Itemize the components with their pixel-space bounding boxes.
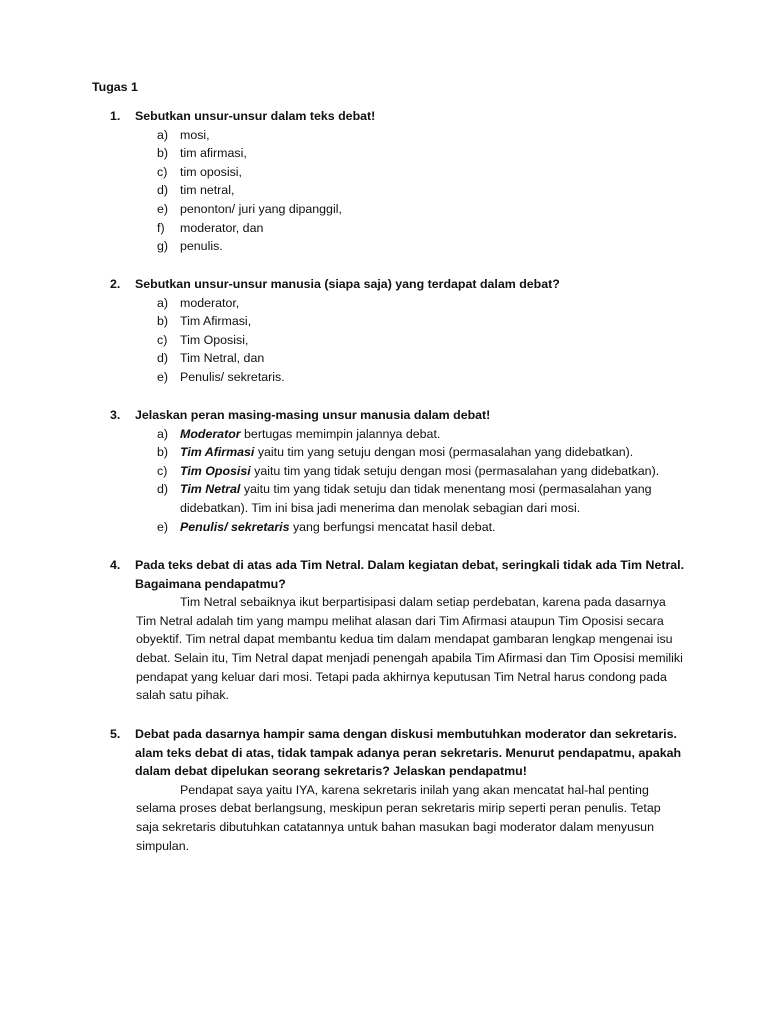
list-item: e) penonton/ juri yang dipanggil,	[157, 201, 342, 216]
list-item: a) moderator,	[157, 295, 240, 310]
list-item: c) Tim Oposisi,	[157, 332, 249, 347]
list-item: b) Tim Afirmasi yaitu tim yang setuju dengan mosi (permasalahan yang didebatkan).	[157, 445, 634, 460]
question-1-text: 1. Sebutkan unsur-unsur dalam teks debat!	[0, 107, 768, 126]
question-3-text: 3. Jelaskan peran masing-masing unsur manusia dalam debat!	[0, 406, 768, 425]
answer-list	[0, 294, 768, 387]
question-number: 5.	[110, 727, 121, 741]
question-number: 3.	[110, 408, 121, 422]
question-number: 4.	[110, 558, 121, 572]
list-item: d) Tim Netral yaitu tim yang tidak setuju dan tidak menentang mosi (permasalahan yang didebatkan). Tim ini bisa jadi menerima dan menolak sebagian dari mosi.	[157, 482, 652, 515]
list-item: e) Penulis/ sekretaris.	[157, 369, 285, 384]
list-item: e) Penulis/ sekretaris yang berfungsi mencatat hasil debat.	[157, 519, 496, 534]
list-item: a) Moderator bertugas memimpin jalannya debat.	[157, 426, 441, 441]
question-2	[0, 275, 768, 387]
list-item: d) Tim Netral, dan	[157, 351, 265, 366]
page-title: Tugas 1	[92, 80, 138, 94]
question-5-text: 5. Debat pada dasarnya hampir sama dengan diskusi membutuhkan moderator dan sekretaris. alam teks debat di atas, tidak tampak adanya peran sekretaris. Menurut pendapatmu, apakah dalam debat dipelukan seorang sekretaris? Jelaskan pendapatmu!	[110, 727, 682, 779]
list-item: b) Tim Afirmasi,	[157, 314, 252, 329]
list-item: a) mosi,	[157, 127, 210, 142]
answer-list	[0, 126, 768, 256]
question-1	[0, 107, 768, 256]
list-item: c) tim oposisi,	[157, 164, 242, 179]
question-3	[0, 406, 768, 536]
question-4-text: 4. Pada teks debat di atas ada Tim Netral. Dalam kegiatan debat, seringkali tidak ada Tim Netral. Bagaimana pendapatmu?	[110, 558, 685, 591]
question-2-text: 2. Sebutkan unsur-unsur manusia (siapa saja) yang terdapat dalam debat?	[0, 275, 768, 294]
question-4	[0, 556, 768, 705]
list-item: g) penulis.	[157, 239, 223, 254]
list-item: f) moderator, dan	[157, 220, 264, 235]
answer-paragraph: Tim Netral sebaiknya ikut berpartisipasi dalam setiap perdebatan, karena pada dasarnya Tim Netral adalah tim yang mampu melihat alasan dari Tim Afirmasi ataupun Tim Oposisi secara obyektif. Tim netral dapat membantu kedua tim dalam mendapat gambaran lengkap mengenai isu debat. Selain itu, Tim Netral dapat menjadi penengah apabila Tim Afirmasi dan Tim Oposisi memiliki pendapat yang keluar dari mosi. Tetapi pada akhirnya keputusan Tim Netral harus condong pada salah satu pihak.	[136, 595, 683, 703]
list-item: b) tim afirmasi,	[157, 146, 247, 161]
question-number: 2.	[110, 277, 121, 291]
question-number: 1.	[110, 109, 121, 123]
question-5	[0, 725, 768, 855]
list-item: d) tim netral,	[157, 183, 235, 198]
list-item: c) Tim Oposisi yaitu tim yang tidak setuju dengan mosi (permasalahan yang didebatkan).	[157, 463, 660, 478]
answer-list	[0, 425, 768, 537]
answer-paragraph: Pendapat saya yaitu IYA, karena sekretaris inilah yang akan mencatat hal-hal penting selama proses debat berlangsung, meskipun peran sekretaris mirip seperti peran penulis. Tetap saja sekretaris dibutuhkan catatannya untuk bahan masukan bagi moderator dalam menyusun simpulan.	[136, 782, 661, 853]
